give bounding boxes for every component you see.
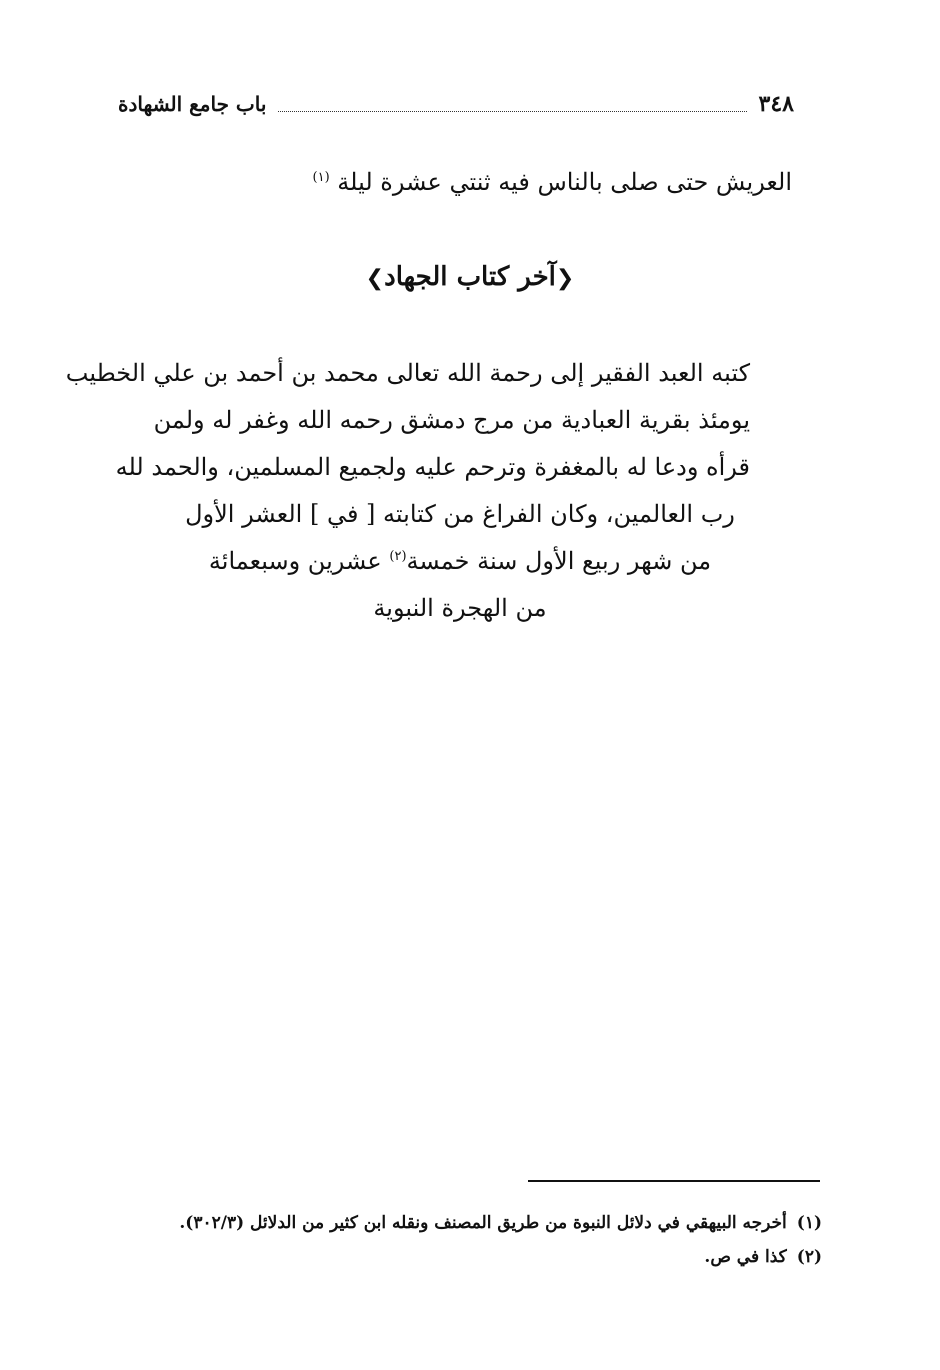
ornamental-bracket-open: ❮ <box>555 266 575 291</box>
continuation-text: العريش حتى صلى بالناس فيه ثنتي عشرة ليلة <box>337 168 792 196</box>
colophon-line-4: رب العالمين، وكان الفراغ من كتابته [ في ] العشر الأول <box>185 500 735 528</box>
section-title: باب جامع الشهادة <box>118 92 267 116</box>
continuation-paragraph <box>313 168 793 196</box>
footnote-text: أخرجه البيهقي في دلائل النبوة من طريق المصنف ونقله ابن كثير من الدلائل (٣٠٢/٣). <box>179 1213 787 1233</box>
running-header <box>118 88 794 120</box>
footnote-reference-1: (١) <box>312 170 330 185</box>
footnote-text: كذا في ص. <box>704 1247 787 1267</box>
colophon <box>65 350 750 632</box>
footnote-separator <box>528 1180 820 1182</box>
book-end-title: آخر كتاب الجهاد <box>384 262 556 292</box>
colophon-line-5-end: عشرين وسبعمائة <box>208 547 382 575</box>
colophon-line-5-start: من شهر ربيع الأول سنة خمسة <box>406 547 712 575</box>
colophon-line-3: قرأه ودعا له بالمغفرة وترحم عليه ولجميع المسلمين، والحمد لله <box>115 453 750 481</box>
colophon-line-5 <box>170 538 750 585</box>
ornamental-bracket-close: ❯ <box>365 266 385 291</box>
footnote-number: (٢) <box>796 1247 822 1267</box>
footnote-2 <box>122 1240 822 1274</box>
colophon-line-1: كتبه العبد الفقير إلى رحمة الله تعالى محمد بن أحمد بن علي الخطيب <box>65 359 750 387</box>
footnote-1 <box>122 1206 822 1240</box>
footnotes <box>122 1206 822 1274</box>
header-dotted-rule <box>278 97 746 112</box>
page-number: ٣٤٨ <box>758 91 794 117</box>
footnote-number: (١) <box>796 1213 822 1233</box>
colophon-line-6: من الهجرة النبوية <box>373 594 547 622</box>
book-end-heading <box>0 262 940 292</box>
colophon-line-2: يومئذ بقرية العبادية من مرج دمشق رحمه الله وغفر له ولمن <box>153 406 750 434</box>
footnote-reference-2: (٢) <box>389 549 407 564</box>
